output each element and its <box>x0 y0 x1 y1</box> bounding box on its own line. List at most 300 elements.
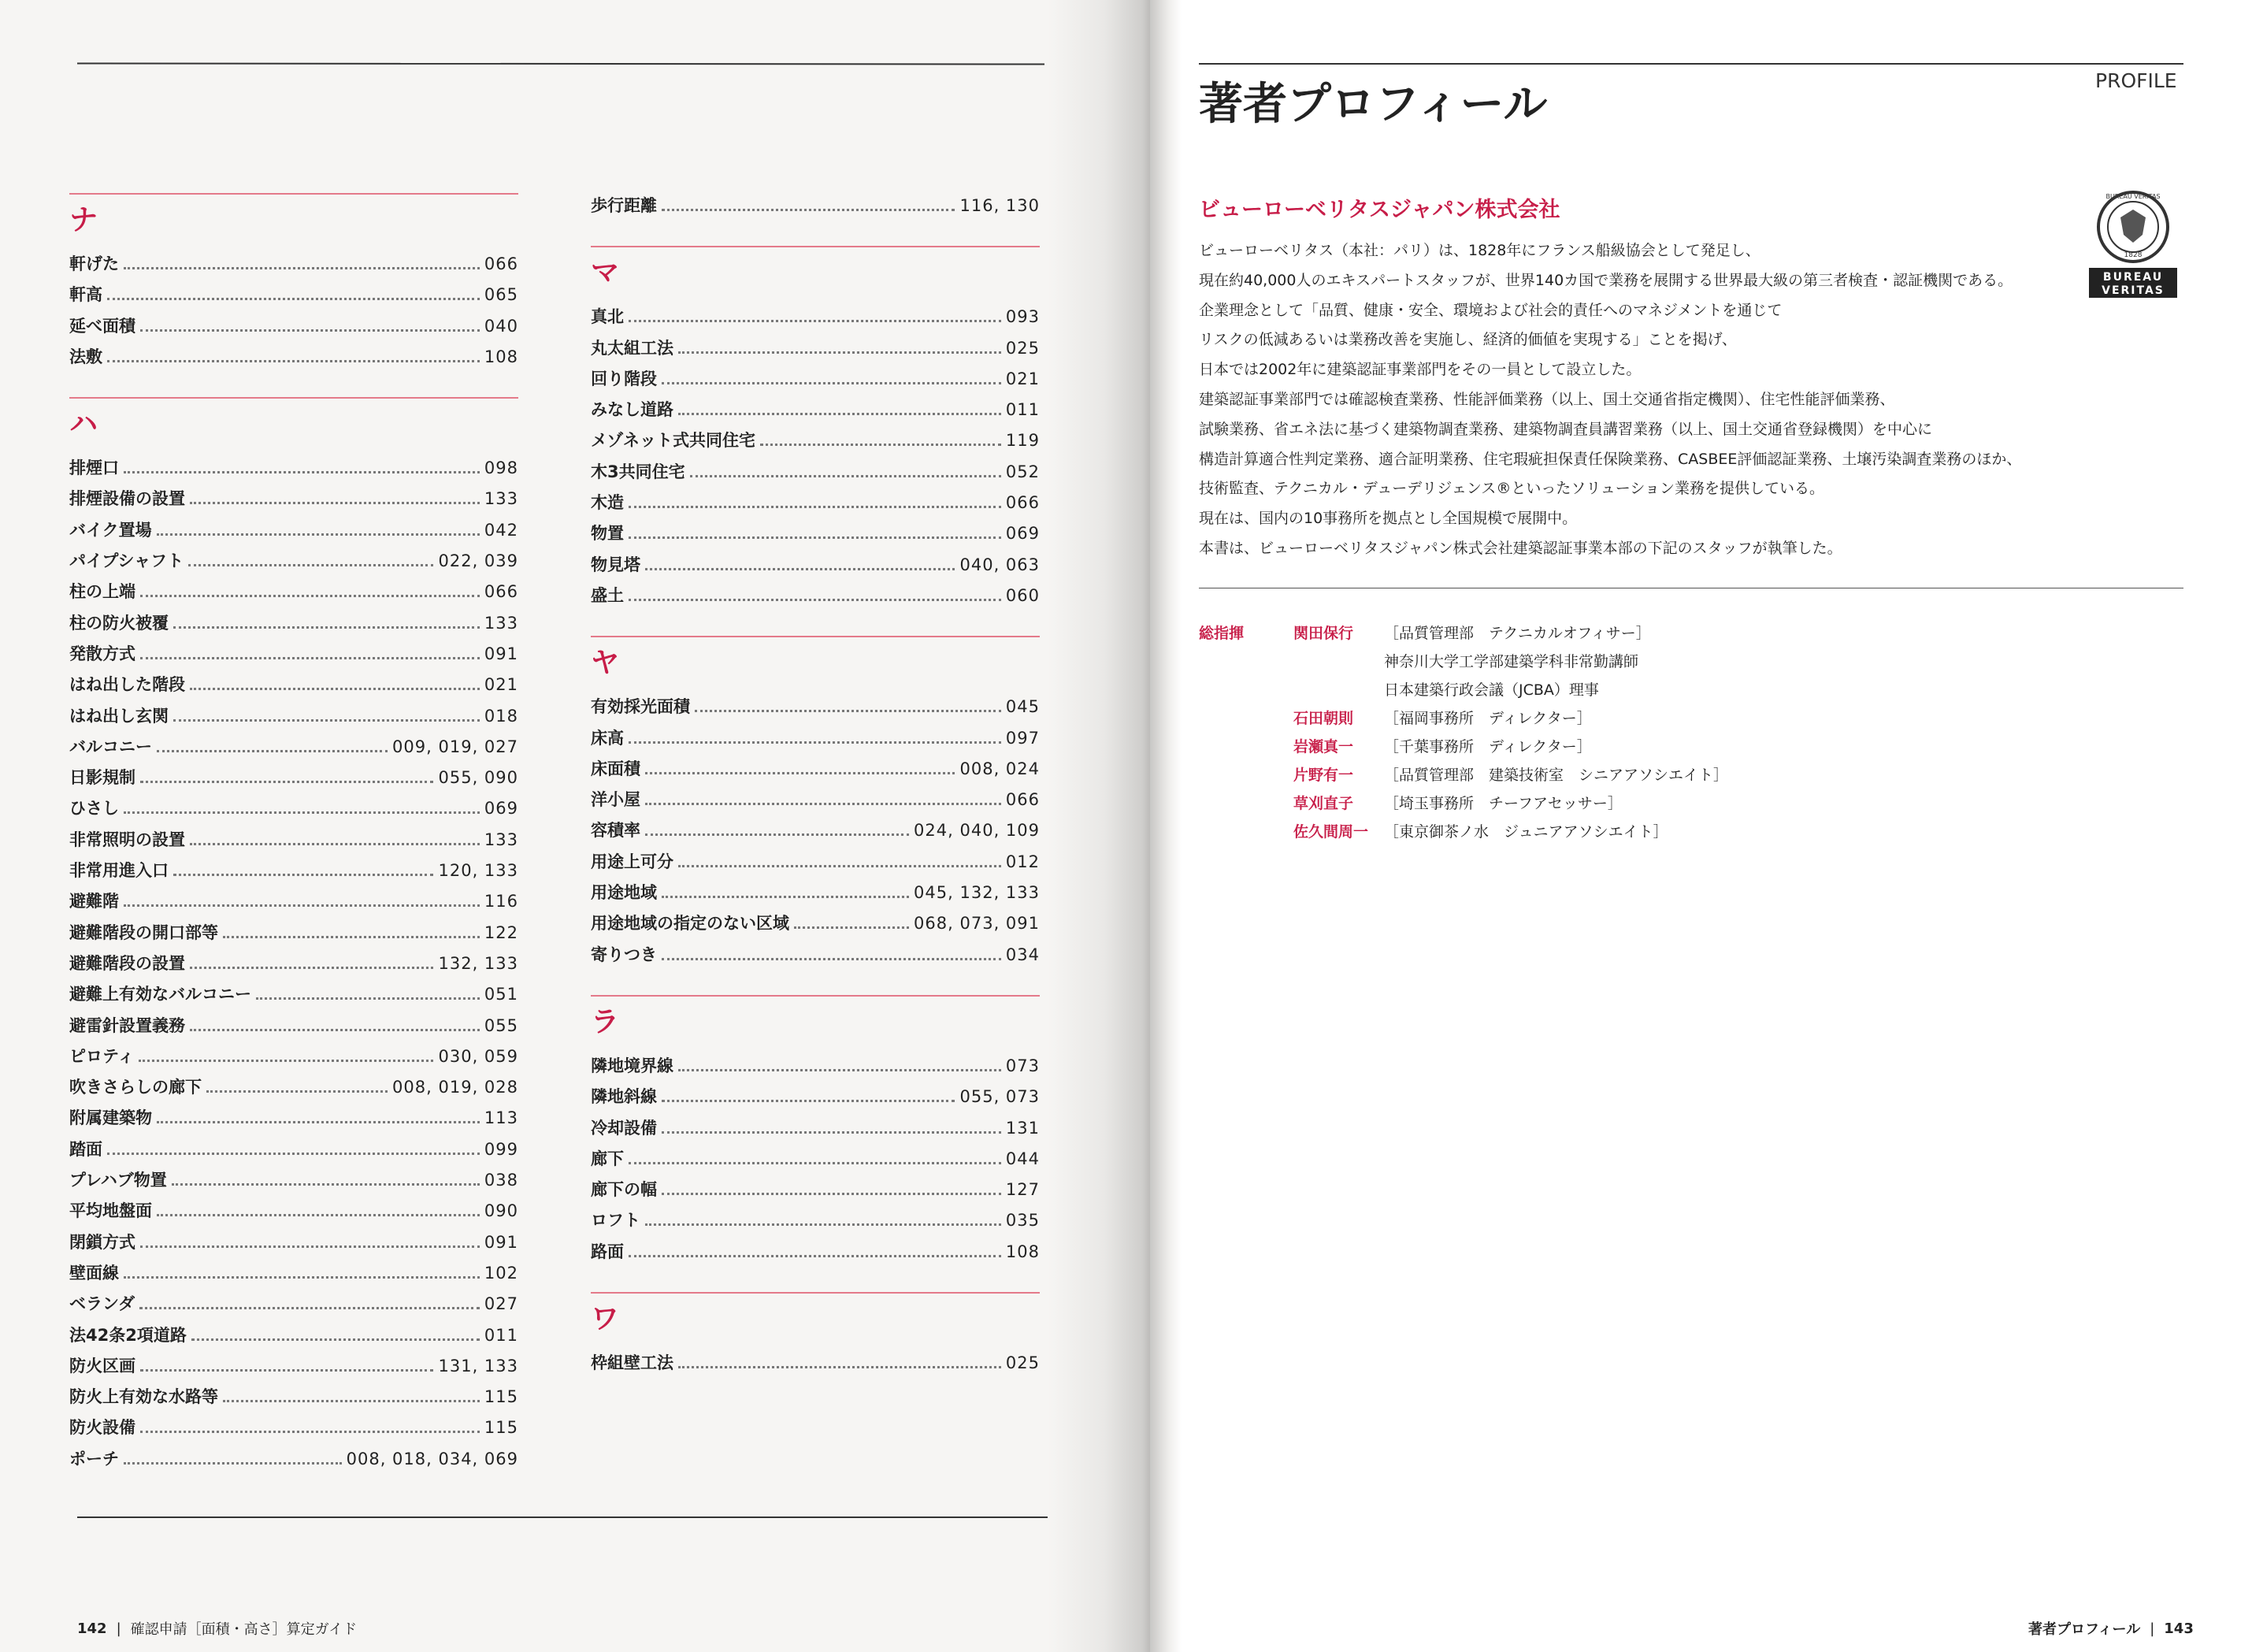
staff-name: 関田保行 <box>1293 625 1354 642</box>
leader-dots <box>760 444 1001 446</box>
index-pages: 055 <box>484 1015 518 1035</box>
leader-dots <box>223 936 480 938</box>
index-term: 床高 <box>591 728 624 748</box>
index-term: 日影規制 <box>69 768 135 788</box>
description-line: 試験業務、省エネ法に基づく建築物調査業務、建築物調査員講習業務（以上、国土交通省登録機関）を中心に <box>1199 420 1933 438</box>
index-pages: 060 <box>1005 585 1040 605</box>
index-entry <box>69 858 518 889</box>
index-pages: 066 <box>1005 493 1040 513</box>
index-pages: 115 <box>484 1418 518 1438</box>
index-entry <box>69 344 518 375</box>
index-entry <box>591 1350 1040 1381</box>
index-pages: 108 <box>1005 1242 1040 1261</box>
index-pages: 022, 039 <box>438 551 518 571</box>
index-entry <box>69 951 518 982</box>
staff-row <box>1199 619 1728 704</box>
leader-dots <box>190 967 433 969</box>
staff-role: 総指揮 <box>1199 625 1245 642</box>
staff-role <box>1199 818 1293 846</box>
index-entry <box>591 1239 1040 1270</box>
index-pages: 119 <box>1005 431 1040 451</box>
index-entry <box>69 765 518 796</box>
footer-section: 著者プロフィール <box>2028 1621 2141 1638</box>
index-entry <box>591 521 1040 551</box>
index-pages: 034 <box>1005 945 1040 964</box>
section-gap <box>591 224 1040 246</box>
logo-band-line1: BUREAU <box>2102 271 2164 284</box>
right-footer <box>2028 1618 2194 1639</box>
staff-affiliation <box>1384 789 1623 818</box>
index-term: パイプシャフト <box>69 551 184 571</box>
leader-dots <box>678 413 1001 415</box>
leader-dots <box>107 1153 480 1155</box>
index-term: 発散方式 <box>69 644 135 663</box>
leader-dots <box>124 811 480 814</box>
index-pages: 045 <box>1005 697 1040 717</box>
index-pages: 008, 019, 028 <box>392 1078 518 1097</box>
index-term: 防火上有効な水路等 <box>69 1387 218 1407</box>
leader-dots <box>124 1462 342 1465</box>
index-term: 隣地境界線 <box>591 1056 673 1075</box>
leader-dots <box>662 1100 955 1102</box>
index-entry <box>69 518 518 548</box>
index-pages: 065 <box>484 285 518 305</box>
leader-dots <box>190 688 480 690</box>
index-term: 盛土 <box>591 585 624 605</box>
affiliation-line: 日本建築行政会議（JCBA）理事 <box>1384 681 1599 699</box>
index-entry <box>591 726 1040 756</box>
index-term: 冷却設備 <box>591 1118 657 1138</box>
logo-band-line2: VERITAS <box>2102 284 2165 297</box>
index-term: はね出した階段 <box>69 675 185 695</box>
leader-dots <box>140 781 433 783</box>
staff-name: 草刈直子 <box>1293 795 1354 812</box>
index-term: 防火区画 <box>69 1356 135 1375</box>
staff-row <box>1199 733 1728 761</box>
bureau-veritas-logo <box>2086 186 2180 299</box>
section-rule <box>69 397 518 399</box>
leader-dots <box>140 1245 480 1248</box>
index-pages: 133 <box>484 489 518 509</box>
index-entry <box>69 672 518 703</box>
leader-dots <box>173 874 433 876</box>
index-pages: 102 <box>484 1263 518 1283</box>
index-term: 軒高 <box>69 285 102 305</box>
index-pages: 097 <box>1005 728 1040 748</box>
index-pages: 066 <box>1005 790 1040 810</box>
index-pages: 091 <box>484 644 518 663</box>
index-term: バイク置場 <box>69 520 152 540</box>
leader-dots <box>139 1060 433 1062</box>
leader-dots <box>157 750 388 752</box>
staff-list <box>1199 619 1728 846</box>
index-term: 廊下の幅 <box>591 1180 657 1200</box>
index-term: 回り階段 <box>591 369 657 388</box>
staff-name: 片野有一 <box>1293 767 1354 784</box>
index-entry <box>69 1137 518 1168</box>
page-number: 142 <box>77 1620 107 1637</box>
index-term: 隣地斜線 <box>591 1087 657 1107</box>
index-pages: 099 <box>484 1139 518 1159</box>
index-term: 軒げた <box>69 254 119 273</box>
affiliation-line: ［品質管理部 建築技術室 シニアアソシエイト］ <box>1384 767 1729 784</box>
index-entry <box>591 336 1040 366</box>
index-entry <box>69 1198 518 1229</box>
index-pages: 027 <box>484 1294 518 1314</box>
index-entry <box>591 1177 1040 1208</box>
index-pages: 069 <box>484 799 518 819</box>
index-pages: 042 <box>484 520 518 540</box>
leader-dots <box>188 564 433 566</box>
leader-dots <box>690 475 1001 477</box>
leader-dots <box>662 382 1001 384</box>
index-pages: 091 <box>484 1232 518 1252</box>
logo-year: 1828 <box>2124 251 2143 259</box>
section-letter: ラ <box>591 1005 620 1038</box>
affiliation-line: ［品質管理部 テクニカルオフィサー］ <box>1384 625 1651 642</box>
index-entry <box>591 583 1040 614</box>
index-column-1 <box>69 193 518 1477</box>
leader-dots <box>629 1255 1001 1257</box>
index-entry <box>591 694 1040 725</box>
index-term: 用途地域 <box>591 883 657 903</box>
leader-dots <box>662 896 909 898</box>
index-term: 物見塔 <box>591 555 640 574</box>
index-pages: 011 <box>484 1325 518 1345</box>
affiliation-line: ［埼玉事務所 チーフアセッサー］ <box>1384 795 1623 812</box>
index-pages: 069 <box>1005 524 1040 544</box>
top-rule-right <box>1199 63 2183 65</box>
affiliation-line: ［東京御茶ノ水 ジュニアアソシエイト］ <box>1384 823 1668 841</box>
index-entry <box>591 428 1040 458</box>
index-term: 枠組壁工法 <box>591 1353 673 1373</box>
leader-dots <box>190 843 480 845</box>
staff-name: 岩瀬真一 <box>1293 738 1354 755</box>
index-pages: 035 <box>1005 1211 1040 1231</box>
index-pages: 030, 059 <box>438 1046 518 1066</box>
index-entry <box>591 397 1040 428</box>
page-title: 著者プロフィール <box>1199 79 1548 130</box>
staff-name: 佐久間周一 <box>1293 823 1369 841</box>
section-rule <box>591 1292 1040 1294</box>
index-entry <box>69 314 518 344</box>
bottom-rule-left <box>77 1516 1048 1518</box>
index-pages: 038 <box>484 1171 518 1190</box>
leader-dots <box>662 209 955 211</box>
index-entry <box>591 818 1040 848</box>
index-term: 避雷針設置義務 <box>69 1015 185 1035</box>
index-pages: 066 <box>484 582 518 602</box>
leader-dots <box>645 803 1001 805</box>
index-entry <box>69 889 518 919</box>
index-entry <box>591 849 1040 880</box>
leader-dots <box>629 506 1001 508</box>
index-term: 避難上有効なバルコニー <box>69 985 251 1004</box>
index-entry <box>69 1044 518 1075</box>
index-term: 路面 <box>591 1242 624 1261</box>
section-letter: マ <box>591 257 620 290</box>
leader-dots <box>124 904 480 907</box>
index-term: 避難階 <box>69 892 119 911</box>
section-rule <box>591 246 1040 247</box>
index-entry <box>69 734 518 765</box>
index-pages: 120, 133 <box>438 861 518 881</box>
index-entry <box>69 1323 518 1353</box>
index-entry <box>69 455 518 486</box>
index-term: 歩行距離 <box>591 196 657 215</box>
index-term: 丸太組工法 <box>591 338 673 358</box>
index-entry <box>591 1146 1040 1177</box>
index-pages: 108 <box>484 347 518 366</box>
index-entry <box>69 1415 518 1446</box>
leader-dots <box>678 1366 1001 1368</box>
leader-dots <box>124 471 480 473</box>
index-pages: 116, 130 <box>959 196 1040 215</box>
index-pages: 008, 018, 034, 069 <box>346 1449 518 1468</box>
description-line: リスクの低減あるいは業務改善を実施し、経済的価値を実現する」ことを掲げ、 <box>1199 331 1737 349</box>
index-term: ピロティ <box>69 1046 135 1066</box>
description-line: 構造計算適合性判定業務、適合証明業務、住宅瑕疵担保責任保険業務、CASBEE評価認証業務、土壌汚染調査業務のほか、 <box>1199 450 2022 468</box>
affiliation-line: ［福岡事務所 ディレクター］ <box>1384 710 1592 727</box>
index-entry <box>69 703 518 734</box>
leader-dots <box>629 536 1001 539</box>
footer-separator: | <box>116 1620 121 1637</box>
affiliation-line: ［千葉事務所 ディレクター］ <box>1384 738 1592 755</box>
index-term: 避難階段の設置 <box>69 953 185 973</box>
index-term: 非常用進入口 <box>69 861 169 881</box>
footer-separator: | <box>2150 1620 2155 1637</box>
index-term: 閉鎖方式 <box>69 1232 135 1252</box>
index-entry <box>591 942 1040 973</box>
company-name: ビューローベリタスジャパン株式会社 <box>1199 198 1560 222</box>
index-term: ひさし <box>69 799 119 819</box>
section-rule <box>69 193 518 195</box>
staff-role <box>1199 733 1293 761</box>
index-term: みなし道路 <box>591 400 673 420</box>
index-pages: 093 <box>1005 307 1040 327</box>
leader-dots <box>629 320 1001 322</box>
leader-dots <box>190 1029 480 1031</box>
index-entry <box>69 1384 518 1415</box>
index-term: 柱の防火被覆 <box>69 613 169 633</box>
index-entry <box>69 641 518 672</box>
index-term: ロフト <box>591 1211 640 1231</box>
staff-name: 石田朝則 <box>1293 710 1354 727</box>
index-entry <box>591 756 1040 787</box>
index-pages: 133 <box>484 613 518 633</box>
leader-dots <box>629 741 1001 744</box>
index-pages: 090 <box>484 1201 518 1221</box>
index-pages: 040 <box>484 316 518 336</box>
section-gap <box>591 973 1040 995</box>
index-entry <box>591 490 1040 521</box>
description-line: 現在は、国内の10事務所を拠点とし全国規模で展開中。 <box>1199 510 1578 528</box>
leader-dots <box>107 298 480 300</box>
index-pages: 131 <box>1005 1118 1040 1138</box>
index-pages: 011 <box>1005 400 1040 420</box>
staff-affiliation <box>1384 619 1651 704</box>
leader-dots <box>206 1090 388 1093</box>
index-pages: 045, 132, 133 <box>914 883 1040 903</box>
index-pages: 025 <box>1005 338 1040 358</box>
index-entry <box>69 1075 518 1105</box>
book-title: 確認申請［面積・高さ］算定ガイド <box>130 1621 358 1638</box>
index-term: 容積率 <box>591 821 640 841</box>
leader-dots <box>172 1183 480 1186</box>
leader-dots <box>157 533 480 536</box>
index-entry <box>69 1013 518 1044</box>
logo-ring-text: BUREAU VERITAS <box>2105 193 2161 200</box>
leader-dots <box>678 351 1001 354</box>
index-entry <box>69 548 518 579</box>
index-entry <box>591 1084 1040 1115</box>
index-entry <box>591 911 1040 941</box>
leader-dots <box>140 1369 433 1372</box>
index-pages: 113 <box>484 1108 518 1128</box>
description-line: 建築認証事業部門では確認検査業務、性能評価業務（以上、国土交通省指定機関）、住宅性能評価業務、 <box>1199 390 1895 408</box>
leader-dots <box>157 1214 480 1216</box>
index-entry <box>591 304 1040 335</box>
index-term: バルコニー <box>69 737 152 756</box>
leader-dots <box>678 1069 1001 1071</box>
index-term: 附属建築物 <box>69 1108 152 1128</box>
staff-role <box>1199 761 1293 789</box>
staff-row <box>1199 789 1728 818</box>
section-letter: ナ <box>69 204 98 236</box>
index-pages: 055, 090 <box>438 768 518 788</box>
index-pages: 131, 133 <box>438 1356 518 1375</box>
index-term: 踏面 <box>69 1139 102 1159</box>
leader-dots <box>157 1121 480 1123</box>
description-line: 日本では2002年に建築認証事業部門をその一員として設立した。 <box>1199 361 1642 379</box>
index-term: 延べ面積 <box>69 316 135 336</box>
leader-dots <box>107 360 480 362</box>
page-title-en: PROFILE <box>2095 69 2177 92</box>
section-letter: ワ <box>591 1303 620 1336</box>
index-entry <box>69 1105 518 1136</box>
index-term: 防火設備 <box>69 1418 135 1438</box>
section-letter: ヤ <box>591 647 620 680</box>
index-pages: 098 <box>484 458 518 478</box>
leader-dots <box>645 833 909 836</box>
index-entry <box>69 827 518 858</box>
index-pages: 008, 024 <box>959 759 1040 778</box>
index-term: 排煙設備の設置 <box>69 489 185 509</box>
leader-dots <box>645 1223 1001 1226</box>
index-entry <box>591 552 1040 583</box>
page-number: 143 <box>2164 1620 2194 1637</box>
section-letter: ハ <box>69 408 98 441</box>
staff-affiliation <box>1384 704 1592 733</box>
staff-row <box>1199 761 1728 789</box>
leader-dots <box>139 1307 480 1309</box>
index-pages: 068, 073, 091 <box>914 914 1040 934</box>
index-term: 床面積 <box>591 759 640 778</box>
description-line: ビューローベリタス（本社：パリ）は、1828年にフランス船級協会として発足し、 <box>1199 242 1760 259</box>
staff-affiliation <box>1384 733 1592 761</box>
leader-dots <box>173 626 480 629</box>
staff-role <box>1199 789 1293 818</box>
index-term: 避難階段の開口部等 <box>69 923 218 942</box>
index-pages: 055, 073 <box>959 1087 1040 1107</box>
index-pages: 073 <box>1005 1056 1040 1075</box>
index-term: 木3共同住宅 <box>591 462 685 481</box>
index-entry <box>591 1053 1040 1084</box>
index-term: プレハブ物置 <box>69 1171 167 1190</box>
index-entry <box>69 486 518 517</box>
index-term: 用途上可分 <box>591 852 673 871</box>
index-entry <box>69 251 518 282</box>
index-term: 寄りつき <box>591 945 657 964</box>
leader-dots <box>124 1276 480 1279</box>
index-pages: 115 <box>484 1387 518 1407</box>
index-pages: 012 <box>1005 852 1040 871</box>
leader-dots <box>173 719 480 722</box>
staff-row <box>1199 818 1728 846</box>
left-footer <box>77 1618 357 1639</box>
index-pages: 018 <box>484 706 518 726</box>
index-pages: 122 <box>484 923 518 942</box>
leader-dots <box>124 267 480 269</box>
section-rule <box>591 995 1040 997</box>
index-pages: 024, 040, 109 <box>914 821 1040 841</box>
section-rule <box>591 636 1040 637</box>
index-term: メゾネット式共同住宅 <box>591 431 755 451</box>
index-term: はね出し玄関 <box>69 706 169 726</box>
staff-affiliation <box>1384 818 1668 846</box>
index-entry <box>69 1291 518 1322</box>
index-entry <box>69 611 518 641</box>
index-pages: 133 <box>484 830 518 849</box>
index-pages: 132, 133 <box>438 953 518 973</box>
index-term: 法敷 <box>69 347 102 366</box>
index-pages: 052 <box>1005 462 1040 481</box>
index-entry <box>69 1353 518 1384</box>
index-entry <box>591 880 1040 911</box>
leader-dots <box>140 595 480 597</box>
staff-role <box>1199 704 1293 733</box>
index-term: 有効採光面積 <box>591 697 690 717</box>
leader-dots <box>662 1193 1001 1195</box>
index-entry <box>69 1260 518 1291</box>
leader-dots <box>645 772 955 774</box>
description-line: 現在約40,000人のエキスパートスタッフが、世界140カ国で業務を展開する世界最大級の第三者検査・認証機関である。 <box>1199 271 2013 289</box>
index-pages: 009, 019, 027 <box>392 737 518 756</box>
leader-dots <box>191 1338 480 1341</box>
index-entry <box>69 1446 518 1477</box>
index-term: 洋小屋 <box>591 790 640 810</box>
index-term: 吹きさらしの廊下 <box>69 1078 202 1097</box>
description-line: 本書は、ビューローベリタスジャパン株式会社建築認証事業本部の下記のスタッフが執筆した。 <box>1199 539 1842 557</box>
index-entry <box>591 787 1040 818</box>
index-entry <box>69 796 518 826</box>
index-term: 用途地域の指定のない区域 <box>591 914 789 934</box>
index-entry <box>69 982 518 1012</box>
index-term: 非常照明の設置 <box>69 830 185 849</box>
index-pages: 025 <box>1005 1353 1040 1373</box>
index-entry <box>591 193 1040 224</box>
section-gap <box>69 375 518 397</box>
index-term: 木造 <box>591 493 624 513</box>
index-entry <box>591 459 1040 490</box>
section-gap <box>591 614 1040 636</box>
section-gap <box>591 1270 1040 1292</box>
index-pages: 127 <box>1005 1180 1040 1200</box>
index-term: 柱の上端 <box>69 582 135 602</box>
index-term: ベランダ <box>69 1294 135 1314</box>
affiliation-line: 神奈川大学工学部建築学科非常勤講師 <box>1384 653 1639 670</box>
index-term: 排煙口 <box>69 458 119 478</box>
